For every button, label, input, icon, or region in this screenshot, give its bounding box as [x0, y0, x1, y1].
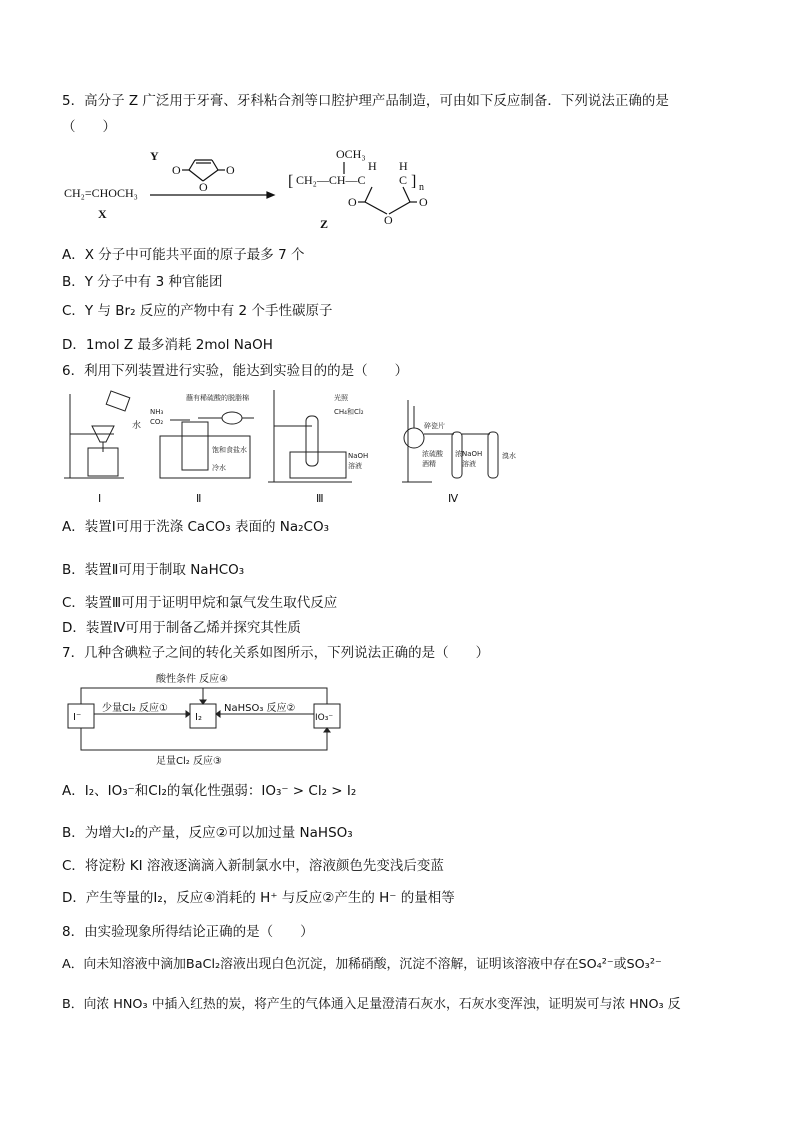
- q5-option-d: D．1mol Z 最多消耗 2mol NaOH: [62, 337, 273, 353]
- y-o-right: O: [226, 163, 235, 177]
- apparatus-ii: [160, 412, 254, 478]
- q5-option-b: B．Y 分子中有 3 种官能团: [62, 274, 223, 290]
- z-o-left: O: [348, 195, 357, 209]
- box-iodine: I₂: [195, 712, 202, 723]
- figure-label-iv: Ⅳ: [448, 493, 459, 505]
- maleic-anhydride-structure: [182, 160, 225, 181]
- z-n: n: [419, 182, 424, 193]
- z-o-right: O: [419, 195, 428, 209]
- q6-option-d: D．装置Ⅳ可用于制备乙烯并探究其性质: [62, 620, 301, 636]
- label-naoh: NaOH: [348, 452, 369, 460]
- apparatus-i: [64, 391, 130, 478]
- q7-option-a: A．I₂、IO₃⁻和Cl₂的氧化性强弱：IO₃⁻ > Cl₂ > I₂: [62, 783, 357, 799]
- q6-option-b: B．装置Ⅱ可用于制取 NaHCO₃: [62, 562, 245, 578]
- label-coldwater: 冷水: [212, 464, 226, 472]
- z-h1: H: [368, 159, 377, 173]
- y-o-ring: O: [199, 180, 208, 194]
- diagram-bottom-label: 足量Cl₂ 反应③: [156, 756, 222, 767]
- z-och3: OCH₃: [336, 147, 366, 161]
- label-cotton: 蘸有稀硫酸的脱脂棉: [186, 394, 249, 402]
- x-formula: CH₂=CHOCH₃: [64, 186, 138, 200]
- arrow-label-1: 少量Cl₂ 反应①: [102, 703, 168, 714]
- q7-option-b: B．为增大I₂的产量，反应②可以加过量 NaHSO₃: [62, 825, 353, 841]
- label-nh3: NH₃: [150, 408, 164, 416]
- label-tile: 碎瓷片: [424, 422, 445, 430]
- q7-option-d: D．产生等量的I₂，反应④消耗的 H⁺ 与反应②产生的 H⁻ 的量相等: [62, 890, 455, 906]
- label-brine: 饱和食盐水: [212, 446, 247, 454]
- diagram-top-label: 酸性条件 反应④: [156, 674, 229, 685]
- z-label: Z: [320, 217, 329, 231]
- q6-option-c: C．装置Ⅲ可用于证明甲烷和氯气发生取代反应: [62, 595, 338, 611]
- q5-option-a: A．X 分子中可能共平面的原子最多 7 个: [62, 247, 305, 263]
- q6-apparatus-figure: [62, 386, 532, 508]
- y-o-left: O: [172, 163, 181, 177]
- label-ethanol: 酒精: [422, 460, 436, 468]
- box-iodate: IO₃⁻: [315, 713, 334, 723]
- z-bracket-left: [: [288, 173, 294, 190]
- label-naoh2: 浓NaOH: [455, 450, 483, 458]
- y-label: Y: [150, 149, 159, 163]
- q6-stem: 6．利用下列装置进行实验，能达到实验目的的是（ ）: [62, 363, 409, 379]
- q5-reaction-scheme: [62, 140, 482, 240]
- x-label: X: [98, 207, 107, 221]
- q5-blank: （ ）: [62, 119, 116, 135]
- q5-stem: 5．高分子 Z 广泛用于牙膏、牙科粘合剂等口腔护理产品制造，可由如下反应制备．下列说法正确的是: [62, 93, 669, 109]
- figure-label-ii: Ⅱ: [196, 493, 202, 505]
- label-soln: 溶液: [348, 462, 362, 470]
- label-light: 光照: [334, 394, 348, 402]
- label-brw: 溴水: [502, 452, 516, 460]
- figure-label-i: Ⅰ: [98, 493, 102, 505]
- label-co2: CO₂: [150, 418, 164, 426]
- q8-stem: 8．由实验现象所得结论正确的是（ ）: [62, 924, 314, 940]
- q7-iodine-diagram: [62, 666, 352, 770]
- q5-option-c: C．Y 与 Br₂ 反应的产物中有 2 个手性碳原子: [62, 303, 333, 319]
- box-iodide: I⁻: [73, 712, 82, 723]
- z-h2: H: [399, 159, 408, 173]
- z-o-ring: O: [384, 213, 393, 227]
- z-c2: C: [399, 173, 408, 187]
- arrow-label-2: NaHSO₃ 反应②: [224, 703, 296, 714]
- reaction-arrow: [150, 192, 274, 198]
- label-h2so4: 浓硫酸: [422, 450, 443, 458]
- label-water: 水: [132, 421, 142, 431]
- z-chain: CH₂—CH—C: [296, 173, 366, 187]
- label-ch4cl2: CH₄和Cl₂: [334, 408, 364, 416]
- q7-option-c: C．将淀粉 KI 溶液逐滴滴入新制氯水中，溶液颜色先变浅后变蓝: [62, 858, 444, 874]
- label-soln2: 溶液: [462, 460, 476, 468]
- apparatus-iii: [268, 390, 352, 482]
- figure-label-iii: Ⅲ: [316, 493, 324, 505]
- q8-option-b: B．向浓 HNO₃ 中插入红热的炭，将产生的气体通入足量澄清石灰水，石灰水变浑浊，证明炭可与浓 HNO₃ 反: [62, 997, 681, 1012]
- apparatus-iv: [402, 400, 498, 482]
- q8-option-a: A．向未知溶液中滴加BaCl₂溶液出现白色沉淀，加稀硝酸，沉淀不溶解，证明该溶液中存在SO₄²⁻或SO₃²⁻: [62, 957, 662, 972]
- q7-stem: 7．几种含碘粒子之间的转化关系如图所示，下列说法正确的是（ ）: [62, 645, 490, 661]
- q6-option-a: A．装置Ⅰ可用于洗涤 CaCO₃ 表面的 Na₂CO₃: [62, 519, 330, 535]
- z-bracket-right: ]: [411, 173, 417, 190]
